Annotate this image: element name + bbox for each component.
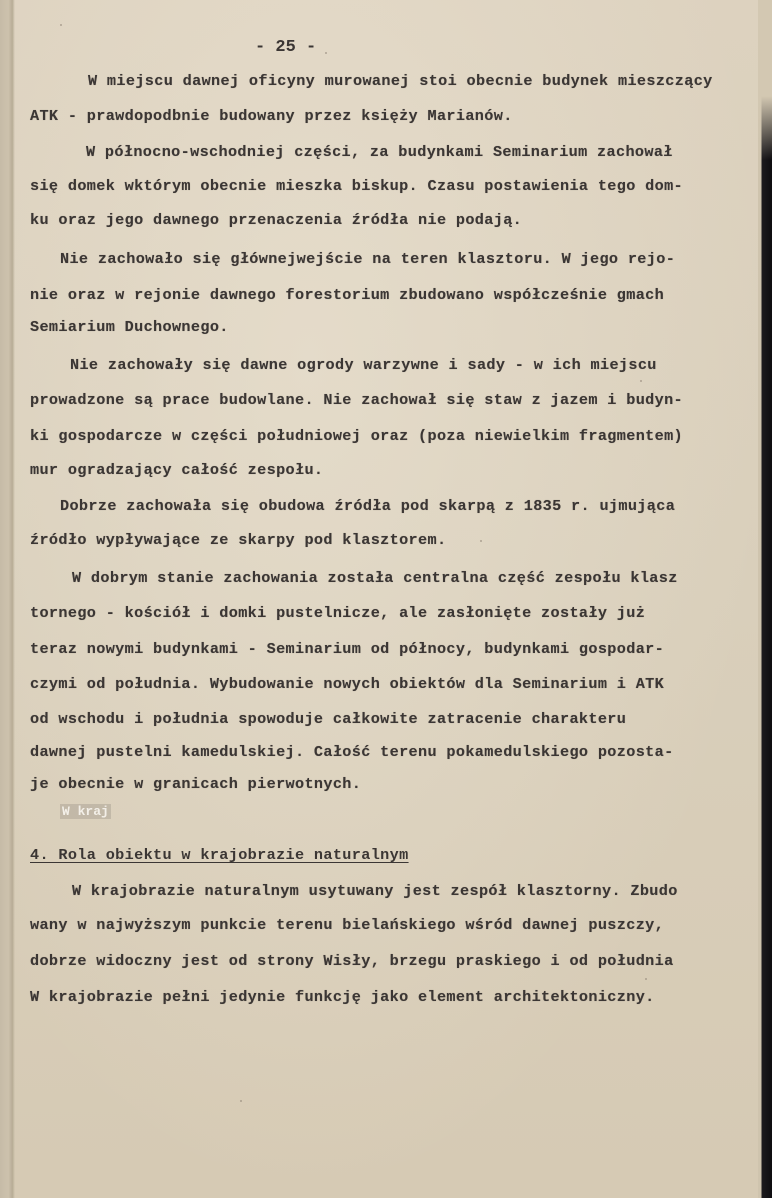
paragraph-1-line-2: ATK - prawdopodbnie budowany przez księży Marianów. <box>30 107 513 125</box>
paper-speck <box>645 978 647 980</box>
paragraph-6-line-3: teraz nowymi budynkami - Seminarium od północy, budynkami gospodar- <box>30 640 665 658</box>
paragraph-4-line-2: prowadzone są prace budowlane. Nie zachował się staw z jazem i budyn- <box>30 391 684 409</box>
paragraph-4-line-1: Nie zachowały się dawne ogrody warzywne i sady - w ich miejscu <box>70 356 657 374</box>
paragraph-2-line-1: W północno-wschodniej części, za budynkami Seminarium zachował <box>86 143 673 161</box>
paragraph-6-line-5: od wschodu i południa spowoduje całkowite zatracenie charakteru <box>30 710 627 728</box>
page-right-edge <box>758 0 772 1198</box>
paragraph-5-line-1: Dobrze zachowała się obudowa źródła pod skarpą z 1835 r. ujmująca <box>60 497 676 515</box>
paragraph-6-line-4: czymi od południa. Wybudowanie nowych obiektów dla Seminarium i ATK <box>30 675 665 693</box>
section-paragraph-line-3: dobrze widoczny jest od strony Wisły, brzegu praskiego i od południa <box>30 952 674 970</box>
paragraph-6-line-6: dawnej pustelni kamedulskiej. Całość terenu pokamedulskiego pozosta- <box>30 743 674 761</box>
paper-speck <box>60 24 62 26</box>
paragraph-4-line-3: ki gospodarcze w części południowej oraz (poza niewielkim fragmentem) <box>30 427 684 445</box>
paragraph-5-line-2: źródło wypływające ze skarpy pod klasztorem. <box>30 531 447 549</box>
binding-shadow <box>12 0 15 1198</box>
page-number: - 25 - <box>255 38 317 57</box>
page-right-edge-top <box>758 0 772 160</box>
paragraph-3-line-3: Semiarium Duchownego. <box>30 318 229 336</box>
section-paragraph-line-4: W krajobrazie pełni jedynie funkcję jako element architektoniczny. <box>30 988 655 1006</box>
section-paragraph-line-1: W krajobrazie naturalnym usytuwany jest zespół klasztorny. Zbudo <box>72 882 678 900</box>
paper-speck <box>325 52 327 54</box>
paper-speck <box>640 380 642 382</box>
paper-speck <box>480 540 482 542</box>
faded-correction-note: W kraj <box>62 804 109 819</box>
paragraph-2-line-3: ku oraz jego dawnego przenaczenia źródła nie podają. <box>30 211 523 229</box>
paragraph-6-line-2: tornego - kościół i domki pustelnicze, ale zasłonięte zostały już <box>30 604 646 622</box>
section-heading: 4. Rola obiektu w krajobrazie naturalnym <box>30 846 409 864</box>
paper-speck <box>240 1100 242 1102</box>
paragraph-6-line-7: je obecnie w granicach pierwotnych. <box>30 775 362 793</box>
paragraph-2-line-2: się domek wktórym obecnie mieszka biskup. Czasu postawienia tego dom- <box>30 177 684 195</box>
paragraph-3-line-2: nie oraz w rejonie dawnego forestorium zbudowano współcześnie gmach <box>30 286 665 304</box>
binding-edge <box>0 0 12 1198</box>
section-paragraph-line-2: wany w najwyższym punkcie terenu bielańskiego wśród dawnej puszczy, <box>30 916 665 934</box>
paragraph-4-line-4: mur ogradzający całość zespołu. <box>30 461 324 479</box>
paragraph-3-line-1: Nie zachowało się głównejwejście na teren klasztoru. W jego rejo- <box>60 250 676 268</box>
paragraph-6-line-1: W dobrym stanie zachowania została centralna część zespołu klasz <box>72 569 678 587</box>
paragraph-1-line-1: W miejscu dawnej oficyny murowanej stoi obecnie budynek mieszczący <box>88 72 713 90</box>
